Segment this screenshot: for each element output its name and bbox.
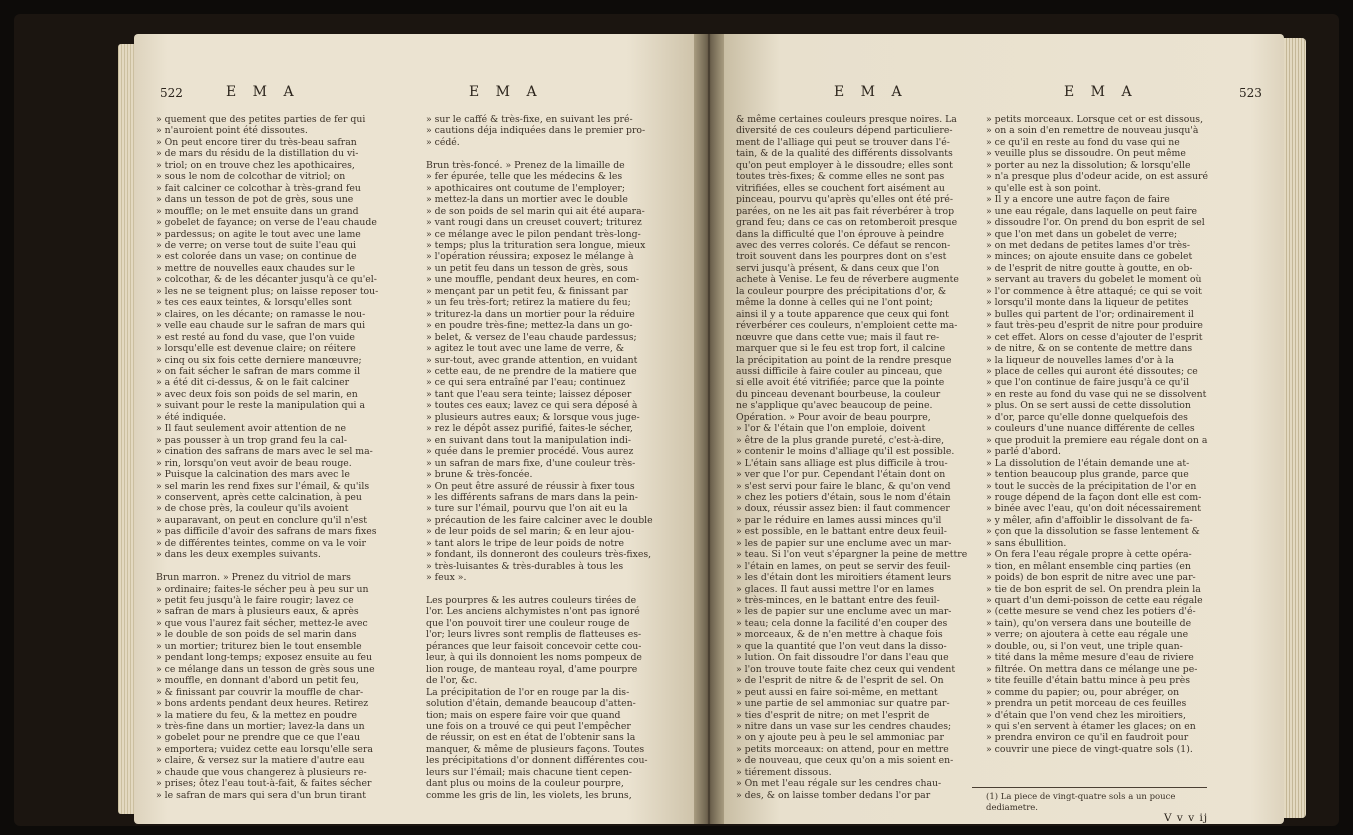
text-line: » veuille plus se dissoudre. On peut même [986, 148, 1186, 160]
text-line: » ordinaire; faites-le sécher peu à peu sur un [156, 583, 369, 595]
text-line: » n'auroient point été dissoutes. [156, 125, 308, 137]
text-line: » claire, & versez sur la matiere d'autre eau [156, 755, 365, 767]
text-line: » d'étain que l'on vend chez les miroitiers, [986, 709, 1186, 721]
text-line: » plus. On se sert aussi de cette dissolution [986, 400, 1191, 412]
text-line: » en reste au fond du vase qui ne se dissolvent [986, 388, 1207, 400]
signature-mark: V v v ij [1164, 812, 1209, 824]
text-line: » ce mélange avec le pilon pendant très-long- [426, 228, 641, 240]
text-line: » colcothar, & de les décanter jusqu'à ce qu'el- [156, 274, 377, 286]
text-line: » être de la plus grande pureté, c'est-à-dire, [736, 434, 945, 446]
text-line: Opération. » Pour avoir de beau pourpre, [736, 411, 931, 423]
text-line: » sous le nom de colcothar de vitriol; on [156, 171, 346, 183]
text-line: » poids) de bon esprit de nitre avec une par- [986, 572, 1196, 584]
text-line: » On fera l'eau régale propre à cette opéra- [986, 549, 1192, 561]
text-line: » de l'esprit de nitre & de l'esprit de sel. On [736, 675, 944, 687]
text-line: » bons ardents pendant deux heures. Retirez [156, 698, 369, 710]
right-page-column-1 [736, 114, 972, 801]
text-line: » s'est servi pour faire le blanc, & qu'on vend [736, 480, 951, 492]
text-line: » de l'esprit de nitre goutte à goutte, en ob- [986, 262, 1193, 274]
text-line: » & finissant par couvrir la mouffle de char- [156, 686, 364, 698]
running-head-left-col2: E M A [469, 84, 543, 100]
text-line: » triol; on en trouve chez les apothicaires, [156, 159, 355, 171]
text-line [156, 561, 392, 572]
text-line: que l'on pouvoit tirer une couleur rouge de [426, 617, 630, 629]
text-line: » velle eau chaude sur le safran de mars qui [156, 320, 366, 332]
text-line: » une partie de sel ammoniac sur quatre par- [736, 698, 950, 710]
text-line: » feux ». [426, 572, 467, 584]
text-line: » rez le dépôt assez purifié, faites-le sécher, [426, 423, 633, 435]
text-line: une fois on a trouvé ce qui peut l'empêcher [426, 721, 631, 733]
text-line: qu'on peut employer à le dissoudre; elles sont [736, 159, 953, 171]
text-line: nœuvre que dans cette vue; mais il faut re- [736, 331, 940, 343]
text-line: » L'étain sans alliage est plus difficile à trou- [736, 457, 948, 469]
text-line: » filtrée. On mettra dans ce mélange une pe- [986, 663, 1198, 675]
text-line: pinceau, pourvu qu'après qu'elles ont été pré- [736, 194, 954, 206]
text-line: » Puisque la calcination des mars avec le [156, 469, 350, 481]
text-line: l'or; leurs livres sont remplis de flatteuses es- [426, 629, 642, 641]
text-line: » ce mélange dans un tesson de grès sous une [156, 663, 375, 675]
text-line: » un feu très-fort; retirez la matiere du feu; [426, 297, 631, 309]
running-head-right-col1: E M A [834, 84, 908, 100]
text-line: » de différentes teintes, comme on va le voir [156, 537, 366, 549]
text-line: » on met dedans de petites lames d'or très- [986, 239, 1191, 251]
text-line: » n'a presque plus d'odeur acide, on est assuré [986, 171, 1208, 183]
text-line: » est resté au fond du vase, que l'on vuide [156, 331, 355, 343]
text-line: » quée dans le premier procédé. Vous aurez [426, 446, 634, 458]
text-line: Brun très-foncé. » Prenez de la limaille de [426, 159, 625, 171]
text-line: » lorsqu'elle est devenue claire; on réitere [156, 343, 356, 355]
text-line: » mençant par un petit feu, & finissant par [426, 285, 628, 297]
text-line: » pas difficile d'avoir des safrans de mars fixes [156, 526, 377, 538]
text-line: » comme du papier; ou, pour abréger, on [986, 686, 1180, 698]
text-line: » on a soin d'en remettre de nouveau jusqu'à [986, 125, 1199, 137]
text-line: » très-luisantes & très-durables à tous les [426, 560, 624, 572]
text-line: » contenir le moins d'alliage qu'il est possible. [736, 446, 955, 458]
text-line: » tie de bon esprit de sel. On prendra plein la [986, 583, 1201, 595]
text-line: » ce qui sera entraîné par l'eau; continuez [426, 377, 626, 389]
left-page [134, 34, 694, 824]
text-line: » binée avec l'eau, qu'on doit nécessairement [986, 503, 1201, 515]
right-page-column-2 [986, 114, 1222, 755]
text-line: » servant au travers du gobelet le moment où [986, 274, 1202, 286]
text-line: » prendra un petit morceau de ces feuilles [986, 698, 1187, 710]
text-line: » tout le succès de la précipitation de l'or en [986, 480, 1197, 492]
text-line: » glaces. Il faut aussi mettre l'or en lames [736, 583, 935, 595]
text-line: La précipitation de l'or en rouge par la dis- [426, 686, 630, 698]
text-line: » parlé d'abord. [986, 446, 1061, 458]
text-line: » la liqueur de nouvelles lames d'or à la [986, 354, 1174, 366]
text-line: ainsi il y a toute apparence que ceux qui font [736, 308, 949, 320]
text-line: » toutes ces eaux; lavez ce qui sera déposé à [426, 400, 638, 412]
text-line: » chaude que vous changerez à plusieurs re- [156, 766, 367, 778]
text-line: diversité de ces couleurs dépend particuliere- [736, 125, 953, 137]
text-line: » en poudre très-fine; mettez-la dans un go- [426, 320, 633, 332]
text-line: diametre. [996, 802, 1039, 813]
text-line: » mettez-la dans un mortier avec le double [426, 194, 628, 206]
text-line: » a été dit ci-dessus, & on le fait calciner [156, 377, 350, 389]
text-line: » petit feu jusqu'à le faire rougir; lavez ce [156, 595, 354, 607]
text-line: & même certaines couleurs presque noires. La [736, 114, 957, 125]
text-line: solution d'étain, demande beaucoup d'atten- [426, 698, 636, 710]
text-line: » tite feuille d'étain battu mince à peu près [986, 675, 1190, 687]
text-line: » quart d'un demi-poisson de cette eau régale [986, 595, 1203, 607]
text-line: » un safran de mars fixe, d'une couleur très- [426, 457, 636, 469]
text-line: » de mars du résidu de la distillation du vi- [156, 148, 359, 160]
text-line: aussi difficile à faire couler au pinceau, que [736, 365, 943, 377]
running-head-left-col1: E M A [226, 84, 300, 100]
text-line: » Il y a encore une autre façon de faire [986, 194, 1170, 206]
text-line: les précipitations d'or donnent différentes cou- [426, 755, 648, 767]
text-line: » tité dans la même mesure d'eau de riviere [986, 652, 1194, 664]
text-line: » par le réduire en lames aussi minces qu'il [736, 514, 942, 526]
page-block-left-edge [118, 44, 134, 814]
text-line: » que l'on met dans un gobelet de verre; [986, 228, 1178, 240]
text-line: » peut aussi en faire soi-même, en mettant [736, 686, 938, 698]
text-line: » chez les potiers d'étain, sous le nom d'étain [736, 491, 951, 503]
left-page-column-1 [156, 114, 392, 801]
text-line: » tain), qu'on versera dans une bouteille de [986, 617, 1192, 629]
text-line: » les de papier sur une enclume avec un mar- [736, 537, 952, 549]
text-line: » safran de mars à plusieurs eaux, & après [156, 606, 359, 618]
text-line: vitrifiées, elles se couchent fort aisément au [736, 182, 945, 194]
text-line: grand feu; dans ce cas on retomberoit presque [736, 217, 958, 229]
text-line: » y mêler, afin d'affoiblir le dissolvant de fa- [986, 514, 1193, 526]
text-line: » le safran de mars qui sera d'un brun tirant [156, 789, 366, 801]
running-head-right-col2: E M A [1064, 84, 1138, 100]
text-line: » suivant pour le reste la manipulation qui a [156, 400, 366, 412]
text-line: si elle avoit été vitrifiée; parce que la pointe [736, 377, 945, 389]
text-line: » conservent, après cette calcination, à peu [156, 491, 362, 503]
text-line: » tiérement dissous. [736, 766, 832, 778]
text-line: dans la difficulté que l'on éprouve à peindre [736, 228, 945, 240]
text-line: » tant alors le tripe de leur poids de notre [426, 537, 625, 549]
text-line: » doux, réussir assez bien: il faut commencer [736, 503, 950, 515]
text-line: » couvrir une piece de vingt-quatre sols (1). [986, 743, 1193, 755]
text-line: » très-minces, en le battant entre des feuil- [736, 595, 940, 607]
text-line: » les de papier sur une enclume avec un mar- [736, 606, 952, 618]
footnote [986, 792, 1222, 813]
text-line: leur, à qui ils donnoient les noms pompeux de [426, 652, 642, 664]
text-line: » tention beaucoup plus grande, parce que [986, 469, 1189, 481]
text-line: ment de l'alliage qui peut se trouver dans l'é- [736, 136, 950, 148]
text-line: » on y ajoute peu à peu le sel ammoniac par [736, 732, 944, 744]
text-line: » tion, en mêlant ensemble cinq parties (en [986, 560, 1191, 572]
text-line: » fait calciner ce colcothar à très-grand feu [156, 182, 361, 194]
text-line: » que produit la premiere eau régale dont on a [986, 434, 1208, 446]
text-line: » que la quantité que l'on veut dans la disso- [736, 640, 947, 652]
text-line: » sur le caffé & très-fixe, en suivant les pré- [426, 114, 633, 125]
text-line: marquer que si le feu est trop fort, il calcine [736, 343, 946, 355]
text-line: » verre; on ajoutera à cette eau régale une [986, 629, 1189, 641]
text-line: » tes ces eaux teintes, & lorsqu'elles sont [156, 297, 352, 309]
text-line: » pas pousser à un trop grand feu la cal- [156, 434, 348, 446]
text-line [426, 148, 662, 159]
text-line: » lution. On fait dissoudre l'or dans l'eau que [736, 652, 949, 664]
text-line: » cette eau, de ne prendre de la matiere que [426, 365, 637, 377]
text-line: » porter au nez la dissolution; & lorsqu'elle [986, 159, 1191, 171]
text-line: dant plus ou moins de la couleur pourpre, [426, 778, 624, 790]
text-line: » dans les deux exemples suivants. [156, 549, 321, 561]
text-line: même la donne à celles qui ne l'ont point; [736, 297, 933, 309]
text-line: » la matiere du feu, & la mettez en poudre [156, 709, 358, 721]
text-line: manquer, & même de plusieurs façons. Toutes [426, 743, 645, 755]
text-line: » cautions déja indiquées dans le premier pro- [426, 125, 646, 137]
text-line: l'or. Les anciens alchymistes n'ont pas ignoré [426, 606, 640, 618]
text-line: » pendant long-temps; exposez ensuite au feu [156, 652, 373, 664]
text-line: » morceaux, & de n'en mettre à chaque fois [736, 629, 943, 641]
text-line: » La dissolution de l'étain demande une at- [986, 457, 1190, 469]
text-line: servi jusqu'à présent, & dans ceux que l'on [736, 262, 940, 274]
text-line: » de nitre, & on se contente de mettre dans [986, 343, 1193, 355]
text-line: la couleur pourpre des précipitations d'or, & [736, 285, 947, 297]
text-line: » que l'on continue de faire jusqu'à ce qu'il [986, 377, 1190, 389]
text-line: » très-fine dans un mortier; lavez-la dans un [156, 721, 365, 733]
text-line: » petits morceaux: on attend, pour en mettre [736, 743, 949, 755]
text-line: » brune & très-foncée. [426, 469, 533, 481]
text-line: » que vous l'aurez fait sécher, mettez-le avec [156, 617, 368, 629]
text-line: la précipitation au point de la rendre presque [736, 354, 952, 366]
text-line: » çon que la dissolution se fasse lentement & [986, 526, 1200, 538]
text-line: de l'or, &c. [426, 675, 478, 687]
open-book [14, 14, 1339, 826]
text-line: » gobelet pour ne prendre que ce que l'eau [156, 732, 360, 744]
text-line: » en suivant dans tout la manipulation indi- [426, 434, 632, 446]
text-line: » fer épurée, telle que les médecins & les [426, 171, 623, 183]
text-line: » prises; ôtez l'eau tout-à-fait, & faites sécher [156, 778, 372, 790]
text-line: » On peut être assuré de réussir à fixer tous [426, 480, 635, 492]
text-line: » cédé. [426, 136, 460, 148]
text-line: » de verre; on verse tout de suite l'eau qui [156, 239, 357, 251]
text-line: » mouffle; on le met ensuite dans un grand [156, 205, 359, 217]
text-line: » mouffle, en donnant d'abord un petit feu, [156, 675, 359, 687]
text-line: » l'or commence à être attaqué; ce qui se voit [986, 285, 1202, 297]
text-line: » qu'elle est à son point. [986, 182, 1102, 194]
text-line: » été indiquée. [156, 411, 227, 423]
text-line: » un mortier; triturez bien le tout ensemble [156, 640, 362, 652]
text-line: » un petit feu dans un tesson de grès, sous [426, 262, 628, 274]
text-line: Brun marron. » Prenez du vitriol de mars [156, 572, 351, 584]
text-line: » nitre dans un vase sur les cendres chaudes; [736, 721, 952, 733]
text-line: » cination des safrans de mars avec le sel ma- [156, 446, 373, 458]
text-line: parées, on ne les ait pas fait réverbérer à trop [736, 205, 955, 217]
page-number-left: 522 [160, 86, 183, 100]
text-line: » teau. Si l'on veut s'épargner la peine de mettre [736, 549, 968, 561]
text-line: troit souvent dans les pourpres dont on s'est [736, 251, 947, 263]
text-line: de réussir, on est en état de l'obtenir sans la [426, 732, 636, 744]
text-line: » claires, on les décante; on ramasse le nou- [156, 308, 366, 320]
text-line: » temps; plus la trituration sera longue, mieux [426, 239, 646, 251]
text-line: » les différents safrans de mars dans la pein- [426, 491, 638, 503]
text-line: » place de celles qui auront été dissoutes; ce [986, 365, 1198, 377]
text-line: » de nouveau, que ceux qu'on a mis soient en- [736, 755, 954, 767]
text-line: » les ne se teignent plus; on laisse reposer tou- [156, 285, 379, 297]
text-line: » plusieurs autres eaux; & lorsque vous juge- [426, 411, 640, 423]
text-line: » prendra environ ce qu'il en faudroit pour [986, 732, 1189, 744]
text-line: » apothicaires ont coutume de l'employer; [426, 182, 625, 194]
text-line: » emportera; vuidez cette eau lorsqu'elle sera [156, 743, 373, 755]
text-line: » l'or & l'étain que l'on emploie, doivent [736, 423, 926, 435]
text-line: » l'on trouve toute faite chez ceux qui vendent [736, 663, 956, 675]
text-line: » auparavant, on peut en conclure qu'il n'est [156, 514, 368, 526]
text-line: avec des verres colorés. Ce défaut se rencon- [736, 239, 951, 251]
text-line: » de leur poids de sel marin; & en leur ajou- [426, 526, 635, 538]
text-line: » est colorée dans un vase; on continue de [156, 251, 357, 263]
text-line: » gobelet de fayance; on verse de l'eau chaude [156, 217, 377, 229]
text-line: » de son poids de sel marin qui ait été aupara- [426, 205, 645, 217]
text-line: » ver que l'or pur. Cependant l'étain dont on [736, 469, 946, 481]
text-line: réverbérer ces couleurs, n'emploient cette ma- [736, 320, 958, 332]
text-line: » tant que l'eau sera teinte; laissez déposer [426, 388, 632, 400]
text-line: achete à Venise. Le feu de réverbere augmente [736, 274, 959, 286]
text-line: » faut très-peu d'esprit de nitre pour produire [986, 320, 1203, 332]
text-line: toutes très-fixes; & comme elles ne sont pas [736, 171, 945, 183]
text-line: » l'opération réussira; exposez le mélange à [426, 251, 634, 263]
text-line: Les pourpres & les autres couleurs tirées de [426, 595, 637, 607]
text-line: » sur-tout, avec grande attention, en vuidant [426, 354, 638, 366]
text-line: » cinq ou six fois cette derniere manœuvre; [156, 354, 362, 366]
text-line: » bulles qui partent de l'or; ordinairement il [986, 308, 1194, 320]
text-line: leurs sur l'émail; mais chacune tient cepen- [426, 766, 632, 778]
text-line: (1) La piece de vingt-quatre sols a un pouce de [986, 792, 1176, 813]
text-line: tain, & de la qualité des différents dissolvants [736, 148, 953, 160]
text-line: » rouge dépend de la façon dont elle est com- [986, 491, 1202, 503]
left-page-column-2 [426, 114, 662, 801]
text-line: du pinceau devenant bourbeuse, la couleur [736, 388, 941, 400]
text-line: » petits morceaux. Lorsque cet or est dissous, [986, 114, 1204, 125]
text-line: » vant rougi dans un creuset couvert; triturez [426, 217, 642, 229]
text-line: » double, ou, si l'on veut, une triple quan- [986, 640, 1183, 652]
text-line: » mettre de nouvelles eaux chaudes sur le [156, 262, 356, 274]
text-line: comme les gris de lin, les violets, les bruns, [426, 789, 632, 801]
text-line: ne s'applique qu'avec beaucoup de peine. [736, 400, 933, 412]
text-line: » dans un tesson de pot de grès, sous une [156, 194, 354, 206]
text-line: pérances que leur faisoit concevoir cette cou- [426, 640, 642, 652]
text-line: » sel marin les rend fixes sur l'émail, & qu'ils [156, 480, 370, 492]
text-line: » dissoudre l'or. On prend du bon esprit de sel [986, 217, 1205, 229]
text-line: » minces; on ajoute ensuite dans ce gobelet [986, 251, 1193, 263]
text-line: » quement que des petites parties de fer qui [156, 114, 366, 125]
text-line: » agitez le tout avec une lame de verre, & [426, 343, 625, 355]
text-line: » triturez-la dans un mortier pour la réduire [426, 308, 635, 320]
text-line: » pardessus; on agite le tout avec une lame [156, 228, 361, 240]
text-line: » précaution de les faire calciner avec le double [426, 514, 653, 526]
text-line: » le double de son poids de sel marin dans [156, 629, 357, 641]
text-line: » ce qu'il en reste au fond du vase qui ne [986, 136, 1180, 148]
text-line [426, 584, 662, 595]
text-line: » avec deux fois son poids de sel marin, en [156, 388, 358, 400]
text-line: » belet, & versez de l'eau chaude pardessus; [426, 331, 637, 343]
book-gutter [694, 34, 724, 824]
text-line: » On met l'eau régale sur les cendres chau- [736, 778, 942, 790]
text-line: » rin, lorsqu'on veut avoir de beau rouge. [156, 457, 352, 469]
text-line: » fondant, ils donneront des couleurs très-fixes, [426, 549, 652, 561]
text-line: » Il faut seulement avoir attention de ne [156, 423, 347, 435]
text-line: » les d'étain dont les miroitiers étament leurs [736, 572, 952, 584]
text-line: » (cette mesure se vend chez les potiers d'é- [986, 606, 1196, 618]
text-line: » ties d'esprit de nitre; on met l'esprit de [736, 709, 930, 721]
text-line: » lorsqu'il monte dans la liqueur de petites [986, 297, 1189, 309]
text-line: » On peut encore tirer du très-beau safran [156, 136, 357, 148]
page-block-right-edge [1284, 38, 1306, 818]
text-line: » teau; cela donne la facilité d'en couper des [736, 617, 948, 629]
text-line: lion rouge, de manteau royal, d'ame pourpre [426, 663, 638, 675]
page-number-right: 523 [1239, 86, 1262, 100]
text-line: » on fait sécher le safran de mars comme il [156, 365, 361, 377]
text-line: » des, & on laisse tomber dedans l'or par [736, 789, 931, 801]
right-page [724, 34, 1284, 824]
text-line: » une eau régale, dans laquelle on peut faire [986, 205, 1198, 217]
text-line: » sans ébullition. [986, 537, 1067, 549]
text-line: » cet effet. Alors on cesse d'ajouter de l'esprit [986, 331, 1203, 343]
text-line: » est possible, en le battant entre deux feuil- [736, 526, 947, 538]
text-line: » ture sur l'émail, pourvu que l'on ait eu la [426, 503, 628, 515]
text-line: » d'or, parce qu'elle donne quelquefois des [986, 411, 1188, 423]
text-line: tion; mais on espere faire voir que quand [426, 709, 621, 721]
text-line: » de chose près, la couleur qu'ils avoient [156, 503, 349, 515]
footnote-rule [972, 787, 1207, 788]
text-line: » couleurs d'une nuance différente de celles [986, 423, 1195, 435]
text-line: » l'étain en lames, on peut se servir des feuil- [736, 560, 951, 572]
text-line: » qui s'en servent à étamer les glaces; on en [986, 721, 1196, 733]
text-line: » une mouffle, pendant deux heures, en com- [426, 274, 640, 286]
